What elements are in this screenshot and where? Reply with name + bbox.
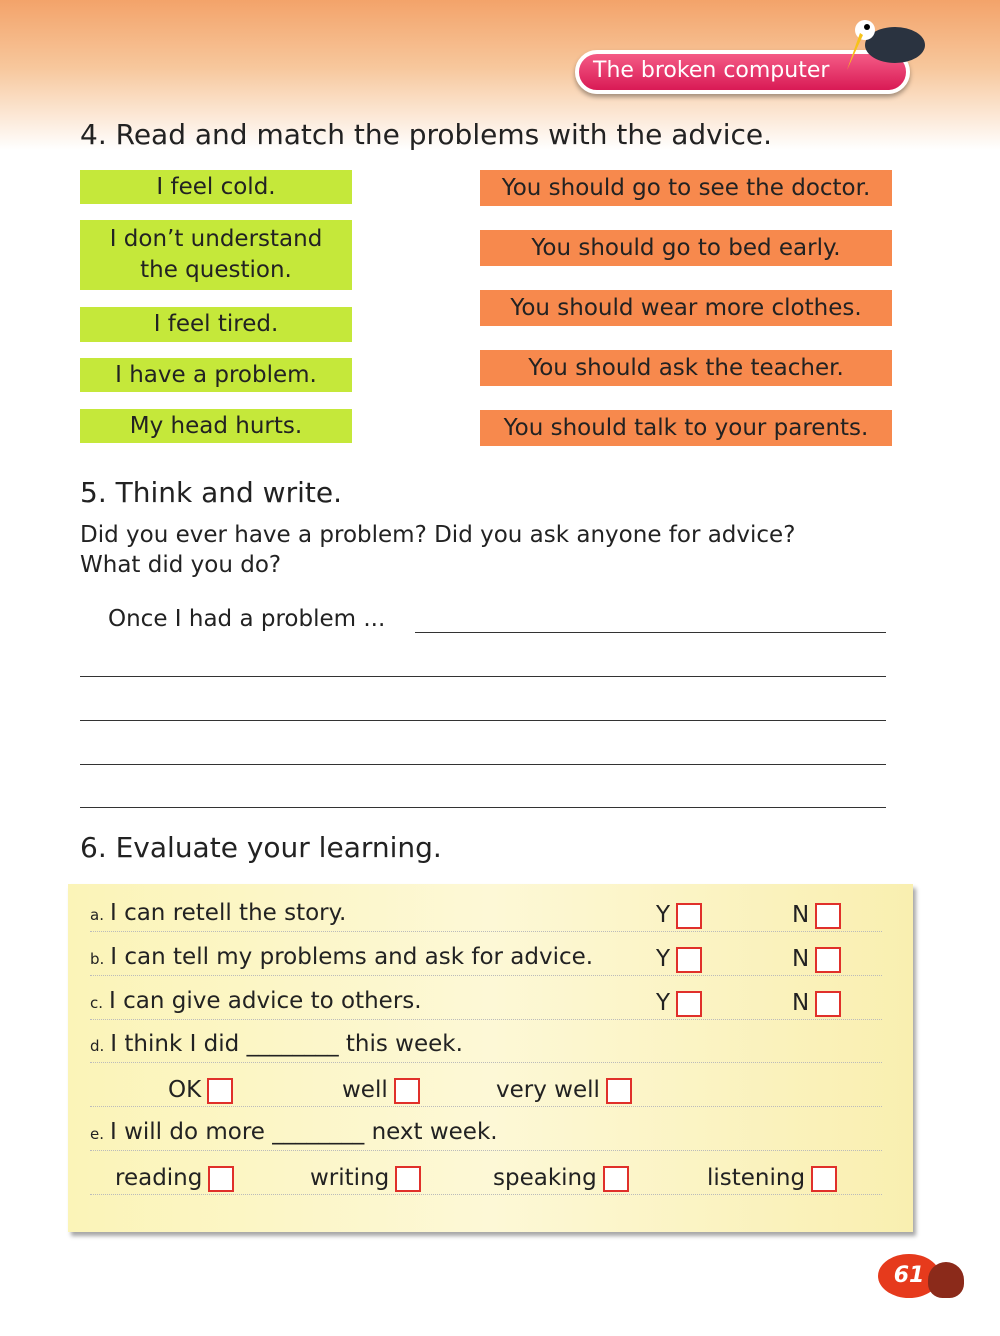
sentence-starter: Once I had a problem ...: [108, 606, 386, 632]
prompt-line-2: What did you do?: [80, 552, 282, 578]
no-option: N: [792, 902, 841, 929]
item-text: I think I did ________ this week.: [110, 1031, 463, 1057]
writing-line[interactable]: [415, 632, 886, 633]
item-text: I can give advice to others.: [109, 988, 422, 1014]
item-letter: b.: [90, 950, 105, 968]
eval-item-d: [90, 1031, 882, 1063]
advice-card[interactable]: You should wear more clothes.: [480, 290, 892, 326]
skill-reading: reading: [115, 1165, 234, 1192]
advice-card[interactable]: You should talk to your parents.: [480, 410, 892, 446]
writing-line[interactable]: [80, 676, 886, 677]
unit-title: The broken computer: [575, 50, 910, 94]
checkbox[interactable]: [208, 1166, 234, 1192]
eval-item-c: [90, 988, 882, 1020]
checkbox[interactable]: [676, 991, 702, 1017]
advice-card[interactable]: You should go to see the doctor.: [480, 170, 892, 206]
checkbox[interactable]: [207, 1078, 233, 1104]
problem-card[interactable]: I have a problem.: [80, 358, 352, 392]
rating-ok: OK: [168, 1077, 233, 1104]
checkbox[interactable]: [395, 1166, 421, 1192]
skill-writing: writing: [310, 1165, 421, 1192]
eval-item-b: [90, 944, 882, 976]
checkbox[interactable]: [606, 1078, 632, 1104]
yes-option: Y: [656, 990, 702, 1017]
page-number: 61: [878, 1254, 940, 1298]
prompt-line-1: Did you ever have a problem? Did you ask anyone for advice?: [80, 522, 796, 548]
no-option: N: [792, 946, 841, 973]
problem-card[interactable]: My head hurts.: [80, 409, 352, 443]
item-letter: a.: [90, 906, 104, 924]
yes-option: Y: [656, 946, 702, 973]
checkbox[interactable]: [676, 947, 702, 973]
problem-card[interactable]: I don’t understand the question.: [80, 220, 352, 290]
monkey-icon: [928, 1262, 964, 1298]
eval-item-a: [90, 900, 882, 932]
checkbox[interactable]: [815, 903, 841, 929]
writing-line[interactable]: [80, 720, 886, 721]
skill-listening: listening: [707, 1165, 837, 1192]
writing-line[interactable]: [80, 807, 886, 808]
checkbox[interactable]: [815, 991, 841, 1017]
item-text: I can retell the story.: [109, 900, 347, 926]
item-text: I can tell my problems and ask for advice.: [110, 944, 594, 970]
skill-speaking: speaking: [493, 1165, 629, 1192]
yes-option: Y: [656, 902, 702, 929]
toucan-icon: [835, 15, 935, 85]
checkbox[interactable]: [815, 947, 841, 973]
checkbox[interactable]: [811, 1166, 837, 1192]
item-letter: d.: [90, 1037, 105, 1055]
advice-card[interactable]: You should go to bed early.: [480, 230, 892, 266]
eval-item-e: [90, 1119, 882, 1151]
item-text: I will do more ________ next week.: [110, 1119, 498, 1145]
exercise-5-title: 5. Think and write.: [80, 476, 342, 509]
rating-well: well: [342, 1077, 420, 1104]
rating-very-well: very well: [496, 1077, 632, 1104]
exercise-4-title: 4. Read and match the problems with the advice.: [80, 118, 773, 151]
item-letter: c.: [90, 994, 104, 1012]
checkbox[interactable]: [676, 903, 702, 929]
problem-card[interactable]: I feel cold.: [80, 170, 352, 204]
writing-line[interactable]: [80, 764, 886, 765]
item-letter: e.: [90, 1125, 104, 1143]
no-option: N: [792, 990, 841, 1017]
exercise-6-title: 6. Evaluate your learning.: [80, 831, 442, 864]
checkbox[interactable]: [394, 1078, 420, 1104]
problem-card[interactable]: I feel tired.: [80, 307, 352, 342]
advice-card[interactable]: You should ask the teacher.: [480, 350, 892, 386]
checkbox[interactable]: [603, 1166, 629, 1192]
